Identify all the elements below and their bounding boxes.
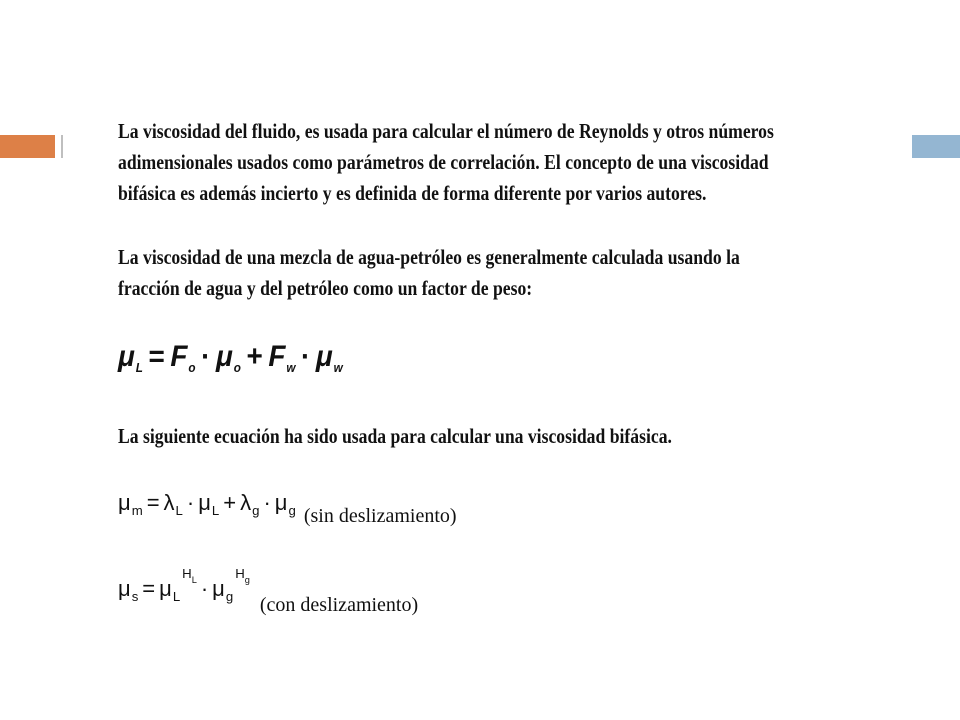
equation-symbol: μ [118,490,131,515]
text-line: La siguiente ecuación ha sido usada para calcular una viscosidad bifásica. [118,424,672,448]
accent-divider [61,135,63,158]
equation-operator: = [148,340,165,373]
equation-subscript: L [175,502,183,518]
equation-operator: · [301,340,311,373]
equation-symbol: μ [215,340,233,373]
equation-term [240,490,260,518]
text-line: fracción de agua y del petróleo como un factor de peso: [118,276,533,300]
equation-term [163,490,183,518]
equation-slip-viscosity [118,566,419,616]
equation-term [212,566,250,604]
equation-operator: · [263,490,271,515]
equation-no-slip-viscosity [118,490,457,527]
text-line: La viscosidad de una mezcla de agua-petróleo es generalmente calculada usando la [118,245,740,269]
equation-term [118,490,143,518]
equation-operator: · [200,576,209,601]
equation-operator: · [201,340,211,373]
paragraph-viscosity-intro [118,116,938,209]
equation-symbol: μ [118,340,135,373]
equation-symbol: μ [159,576,172,601]
equation-term [118,340,143,373]
equation-subscript: g [225,588,234,604]
equation-term [216,340,241,373]
equation-operator: + [223,490,237,515]
equation-subscript: g [252,502,260,518]
equation-note: (con deslizamiento) [259,594,419,616]
equation-superscript-subscript: L [191,574,197,585]
equation-subscript: L [135,360,143,375]
equation-superscript [235,566,250,585]
equation-symbol: F [268,340,286,373]
equation-symbol: μ [198,490,211,515]
equation-symbol: μ [118,576,131,601]
paragraph-two-phase-viscosity [118,421,938,452]
left-accent-bar [0,135,55,158]
paragraph-mixture-viscosity [118,242,938,304]
equation-subscript: w [333,360,343,375]
equation-superscript-subscript: g [244,574,250,585]
text-line: La viscosidad del fluido, es usada para calcular el número de Reynolds y otros números [118,119,774,143]
equation-subscript: w [286,360,296,375]
equation-superscript-symbol: H [182,566,192,582]
equation-operator: + [246,340,263,373]
equation-term [268,340,295,373]
equation-operator: · [186,490,195,515]
text-line: adimensionales usados como parámetros de correlación. El concepto de una viscosidad [118,150,769,174]
equation-subscript: s [131,588,139,604]
equation-term [316,340,343,373]
equation-operator: = [146,490,160,515]
equation-term [274,490,296,518]
equation-term [159,566,197,604]
equation-superscript [182,566,197,585]
equation-term [118,576,139,604]
equation-superscript-symbol: H [235,566,245,582]
equation-term [198,490,220,518]
equation-term [170,340,195,373]
equation-subscript: L [172,588,181,604]
equation-subscript: o [233,360,241,375]
equation-liquid-viscosity [118,340,343,375]
equation-note: (sin deslizamiento) [303,505,457,527]
equation-subscript: o [188,360,196,375]
equation-subscript: L [211,502,220,518]
equation-symbol: μ [274,490,288,515]
equation-operator: = [142,576,156,601]
equation-symbol: λ [240,490,252,515]
equation-symbol: μ [315,340,333,373]
equation-symbol: λ [163,490,175,515]
equation-subscript: m [131,502,143,518]
text-line: bifásica es además incierto y es definida de forma diferente por varios autores. [118,181,707,205]
equation-symbol: F [170,340,188,373]
equation-symbol: μ [212,576,225,601]
equation-subscript: g [288,502,296,518]
